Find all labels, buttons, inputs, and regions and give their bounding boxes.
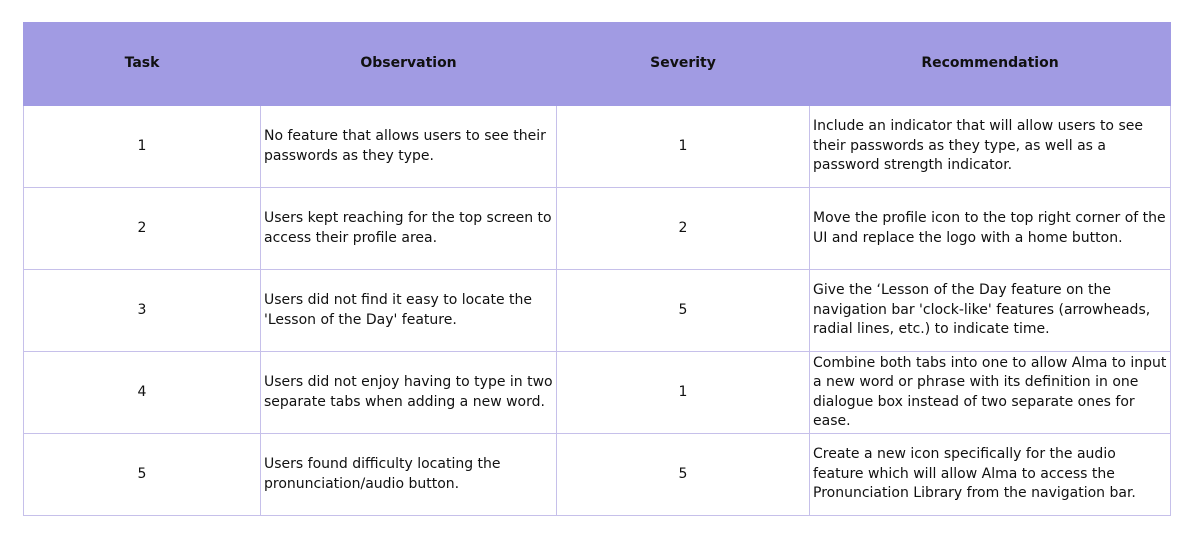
recommendation-cell: Combine both tabs into one to allow Alma to input a new word or phrase with its definition in one dialogue box instead of two separate ones for ease. [810, 352, 1171, 434]
observation-cell: Users kept reaching for the top screen to access their profile area. [261, 188, 557, 270]
task-cell: 1 [24, 106, 261, 188]
observation-cell: No feature that allows users to see their passwords as they type. [261, 106, 557, 188]
table-row [24, 188, 1171, 270]
header-recommendation: Recommendation [810, 23, 1171, 106]
observation-cell: Users did not find it easy to locate the 'Lesson of the Day' feature. [261, 270, 557, 352]
table-header [24, 23, 1171, 106]
header-task: Task [24, 23, 261, 106]
usability-findings-table [23, 22, 1171, 516]
header-row [24, 23, 1171, 106]
table-row [24, 434, 1171, 516]
severity-cell: 1 [557, 352, 810, 434]
table-row [24, 106, 1171, 188]
severity-cell: 5 [557, 434, 810, 516]
task-cell: 2 [24, 188, 261, 270]
table-body [24, 106, 1171, 516]
task-cell: 3 [24, 270, 261, 352]
recommendation-cell: Give the ‘Lesson of the Day feature on the navigation bar 'clock-like' features (arrowheads, radial lines, etc.) to indicate time. [810, 270, 1171, 352]
table-row [24, 270, 1171, 352]
task-cell: 4 [24, 352, 261, 434]
usability-findings-table-container [23, 22, 1170, 516]
observation-cell: Users did not enjoy having to type in two separate tabs when adding a new word. [261, 352, 557, 434]
severity-cell: 2 [557, 188, 810, 270]
recommendation-cell: Include an indicator that will allow users to see their passwords as they type, as well as a password strength indicator. [810, 106, 1171, 188]
header-severity: Severity [557, 23, 810, 106]
header-observation: Observation [261, 23, 557, 106]
task-cell: 5 [24, 434, 261, 516]
recommendation-cell: Create a new icon specifically for the audio feature which will allow Alma to access the Pronunciation Library from the navigation bar. [810, 434, 1171, 516]
table-row [24, 352, 1171, 434]
severity-cell: 1 [557, 106, 810, 188]
severity-cell: 5 [557, 270, 810, 352]
recommendation-cell: Move the profile icon to the top right corner of the UI and replace the logo with a home button. [810, 188, 1171, 270]
observation-cell: Users found difficulty locating the pronunciation/audio button. [261, 434, 557, 516]
